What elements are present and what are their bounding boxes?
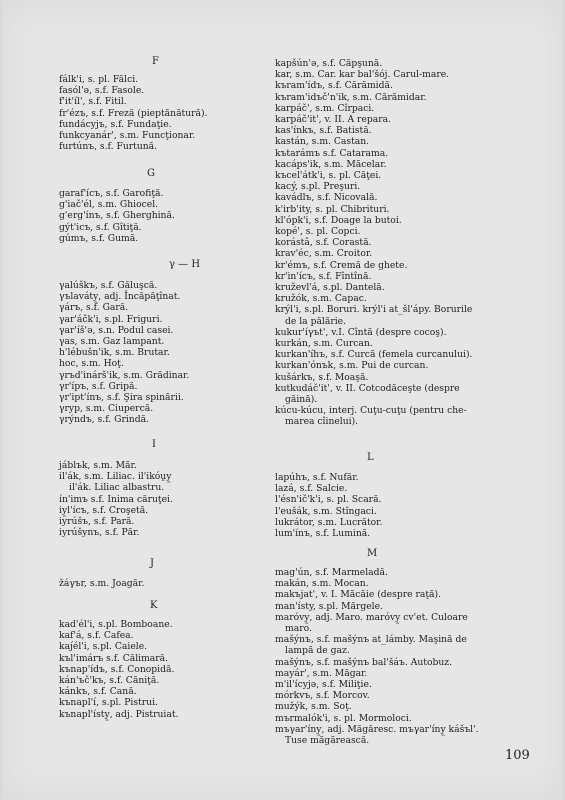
dictionary-entry: kъl'imárъ s.f. Călimară.: [59, 652, 169, 664]
dictionary-entry: kastán, s.m. Castan.: [275, 136, 370, 148]
dictionary-entry: kad'él'i, s.pl. Bomboane.: [59, 619, 173, 630]
dictionary-entry: de la pălărie.: [285, 315, 347, 327]
dictionary-entry: kъram'ídъ, s.f. Cărămidă.: [275, 80, 393, 92]
dictionary-entry: kutkudáč'it', v. II. Cotcodăceşte (despre: [275, 382, 460, 394]
dictionary-entry: il'ák. Liliac albastru.: [69, 482, 165, 494]
dictionary-entry: lum'ínъ, s.f. Lumină.: [275, 528, 371, 539]
section-heading-g: G: [147, 168, 155, 179]
dictionary-entry: karpáč', s.m. Cîrpaci.: [275, 102, 375, 114]
dictionary-entry: furtúnъ, s.f. Furtună.: [59, 141, 158, 153]
dictionary-entry: kъnapl'ísty̯, adj. Pistruiat.: [59, 708, 179, 720]
dictionary-entry: kavádlъ, s.f. Nicovală.: [275, 192, 378, 204]
dictionary-entry: kas'ínkъ, s.f. Batistă.: [275, 125, 372, 137]
dictionary-entry: γrъd'inárš'ik, s.m. Grădinar.: [59, 369, 190, 381]
dictionary-entry: kurkan'ónъk, s.m. Pui de curcan.: [275, 360, 429, 372]
dictionary-entry: fundácyjъ, s.f. Fundaţie.: [59, 118, 172, 130]
dictionary-entry: gýt'icъ, s.f. Gîtiţă.: [59, 221, 142, 233]
dictionary-entry: f'it'íl', s.f. Fitil.: [59, 96, 127, 108]
dictionary-entry: kъtarámъ s.f. Catarama.: [275, 147, 389, 159]
dictionary-entry: kušárkъ, s.f. Moaşă.: [275, 371, 369, 383]
dictionary-entry: lazá, s.f. Salcie.: [275, 483, 348, 495]
dictionary-entry: marea cîinelui).: [285, 416, 359, 428]
dictionary-entry: kukur'íγъt', v.I. Cîntă (despre cocoş).: [275, 326, 447, 338]
dictionary-entry: garaf'ícъ, s.f. Garofiţă.: [59, 188, 164, 199]
dictionary-entry: kl'ópk'i, s.f. Doage la butoi.: [275, 214, 402, 226]
dictionary-entry: hoc, s.m. Hoţ.: [59, 358, 124, 370]
dictionary-entry: makán, s.m. Mocan.: [275, 578, 369, 590]
dictionary-entry: maróvy̯, adj. Maro. maróvy̯ cv'et. Culoare: [275, 611, 468, 623]
dictionary-entry: funkcyanár', s.m. Funcţionar.: [59, 130, 196, 141]
dictionary-entry: γalúškъ, s.f. Găluşcă.: [59, 280, 158, 291]
section-heading-k: K: [150, 600, 158, 611]
dictionary-entry: γr'ípъ, s.f. Gripă.: [59, 380, 138, 392]
dictionary-entry: γas, s.m. Gaz lampant.: [59, 336, 165, 347]
dictionary-entry: karpáč'it', v. II. A repara.: [275, 114, 392, 125]
dictionary-entry: lukrátor, s.m. Lucrător.: [275, 516, 383, 528]
dictionary-entry: kánkъ, s.f. Cană.: [59, 686, 137, 698]
dictionary-entry: kъcel'átk'i, s. pl. Căţei.: [275, 170, 382, 181]
dictionary-page: [2, 0, 563, 800]
dictionary-entry: γárъ, s.f. Gară.: [59, 302, 129, 314]
dictionary-entry: kacý, s.pl. Preşuri.: [275, 181, 361, 193]
dictionary-entry: găină).: [285, 394, 318, 405]
dictionary-entry: mórkvъ, s.f. Morcov.: [275, 690, 370, 702]
dictionary-entry: kurkan'íhъ, s.f. Curcă (femela curcanului).: [275, 349, 473, 361]
dictionary-entry: kapšún'ə, s.f. Căpşună.: [275, 58, 383, 69]
dictionary-entry: γar'áčk'i, s.pl. Friguri.: [59, 313, 163, 325]
dictionary-entry: kopé', s. pl. Copci.: [275, 226, 361, 237]
dictionary-entry: kružók, s.m. Capac.: [275, 293, 367, 305]
section-heading-i: I: [152, 439, 156, 450]
dictionary-entry: fr'ézъ, s.f. Freză (pieptănătură).: [59, 107, 208, 119]
dictionary-entry: ín'imъ s.f. Inima căruţei.: [59, 493, 173, 505]
dictionary-entry: gúmъ, s.f. Gumă.: [59, 232, 139, 244]
dictionary-entry: lampă de gaz.: [285, 645, 350, 657]
dictionary-entry: iy̯l'ícъ, s.f. Croşetă.: [59, 504, 149, 516]
dictionary-entry: kúcu-kúcu, interj. Cuţu-cuţu (pentru che-: [275, 405, 467, 417]
dictionary-entry: γar'íš'ə, s.n. Podul casei.: [59, 324, 174, 336]
dictionary-entry: kurkán, s.m. Curcan.: [275, 338, 373, 349]
dictionary-entry: mašýnъ, s.f. mašýnъ at_lámby. Maşină de: [275, 634, 467, 646]
section-heading-j: J: [150, 558, 155, 569]
dictionary-entry: mag'ún, s.f. Marmeladă.: [275, 567, 388, 578]
dictionary-entry: maro.: [285, 623, 312, 634]
section-heading-h: γ — H: [169, 259, 201, 270]
dictionary-entry: k'irb'ity, s. pl. Chibrituri.: [275, 203, 390, 215]
dictionary-entry: kacáps'ik, s.m. Măcelar.: [275, 158, 387, 170]
dictionary-entry: kъram'idъč'n'ik, s.m. Cărămidar.: [275, 91, 427, 103]
dictionary-entry: kar, s.m. Car. kar bal'šój. Carul-mare.: [275, 69, 450, 81]
dictionary-entry: g'erg'ínъ, s.f. Gherghină.: [59, 210, 175, 222]
dictionary-entry: kruževl'á, s.pl. Dantelă.: [275, 282, 385, 293]
dictionary-entry: l'ésn'ič'k'i, s. pl. Scară.: [275, 494, 382, 506]
dictionary-entry: l'eušák, s.m. Stîngaci.: [275, 505, 377, 517]
dictionary-entry: jáblъk, s.m. Măr.: [59, 460, 137, 471]
dictionary-entry: kъnapl'í, s.pl. Pistrui.: [59, 697, 158, 709]
dictionary-entry: kaf'á, s.f. Cafea.: [59, 630, 134, 642]
dictionary-entry: kán'ъč'kъ, s.f. Căniţă.: [59, 675, 160, 686]
section-heading-m: M: [367, 548, 378, 559]
dictionary-entry: m'il'ícyjə, s.f. Miliţie.: [275, 679, 372, 690]
dictionary-entry: iyrúšъ, s.f. Pară.: [59, 516, 135, 527]
dictionary-entry: iyrúšynъ, s.f. Păr.: [59, 527, 140, 539]
dictionary-entry: korástâ, s.f. Corastă.: [275, 237, 372, 249]
dictionary-entry: γr'ipt'ínъ, s.f. Şira spinării.: [59, 392, 184, 403]
dictionary-entry: h'lébušn'ik, s.m. Brutar.: [59, 347, 170, 359]
dictionary-entry: žáγъr, s.m. Joagăr.: [59, 578, 145, 589]
dictionary-entry: krav'éc, s.m. Croitor.: [275, 248, 373, 260]
dictionary-entry: man'ísty, s.pl. Mărgele.: [275, 600, 383, 612]
dictionary-entry: kъnap'ídъ, s.f. Conopidă.: [59, 663, 175, 675]
dictionary-entry: makъjat', v. I. Măcăie (despre raţă).: [275, 589, 441, 601]
dictionary-entry: g'iač'él, s.m. Ghiocel.: [59, 199, 159, 211]
section-heading-f: F: [152, 56, 159, 67]
dictionary-entry: fálk'i, s. pl. Fălci.: [59, 74, 139, 85]
dictionary-entry: kr'émъ, s.f. Cremă de ghete.: [275, 259, 408, 271]
dictionary-entry: fasól'ə, s.f. Fasole.: [59, 85, 145, 97]
dictionary-entry: γrýndъ, s.f. Grindă.: [59, 414, 149, 426]
dictionary-entry: il'ák, s.m. Liliac. il'ikóṷy̯: [59, 471, 172, 483]
section-heading-l: L: [367, 452, 374, 463]
dictionary-entry: mъrmalók'i, s. pl. Mormoloci.: [275, 712, 412, 724]
dictionary-entry: krýl'i, s.pl. Boruri. krýl'i at_šl'ápy. Borurile: [275, 304, 473, 316]
dictionary-entry: γryp, s.m. Ciupercă.: [59, 403, 154, 415]
dictionary-entry: mayár', s.m. Măgar.: [275, 667, 368, 679]
dictionary-entry: kaj́él'i, s.pl. Caiele.: [59, 641, 148, 653]
dictionary-entry: mъγar'íny̯, adj. Măgăresc. mъγar'íny̯ kášъl'.: [275, 723, 479, 735]
page-number: 109: [505, 748, 530, 763]
dictionary-entry: mašýnъ, s.f. mašýnъ bal'šáъ. Autobuz.: [275, 656, 453, 668]
dictionary-entry: γъlaváty̯, adj. Încăpăţînat.: [59, 291, 181, 303]
dictionary-entry: mužýk, s.m. Soţ.: [275, 701, 352, 713]
dictionary-entry: lapúhъ, s.f. Nufăr.: [275, 472, 359, 483]
dictionary-entry: kr'in'ícъ, s.f. Fîntînă.: [275, 270, 372, 282]
dictionary-entry: Tuse măgărească.: [285, 735, 370, 746]
